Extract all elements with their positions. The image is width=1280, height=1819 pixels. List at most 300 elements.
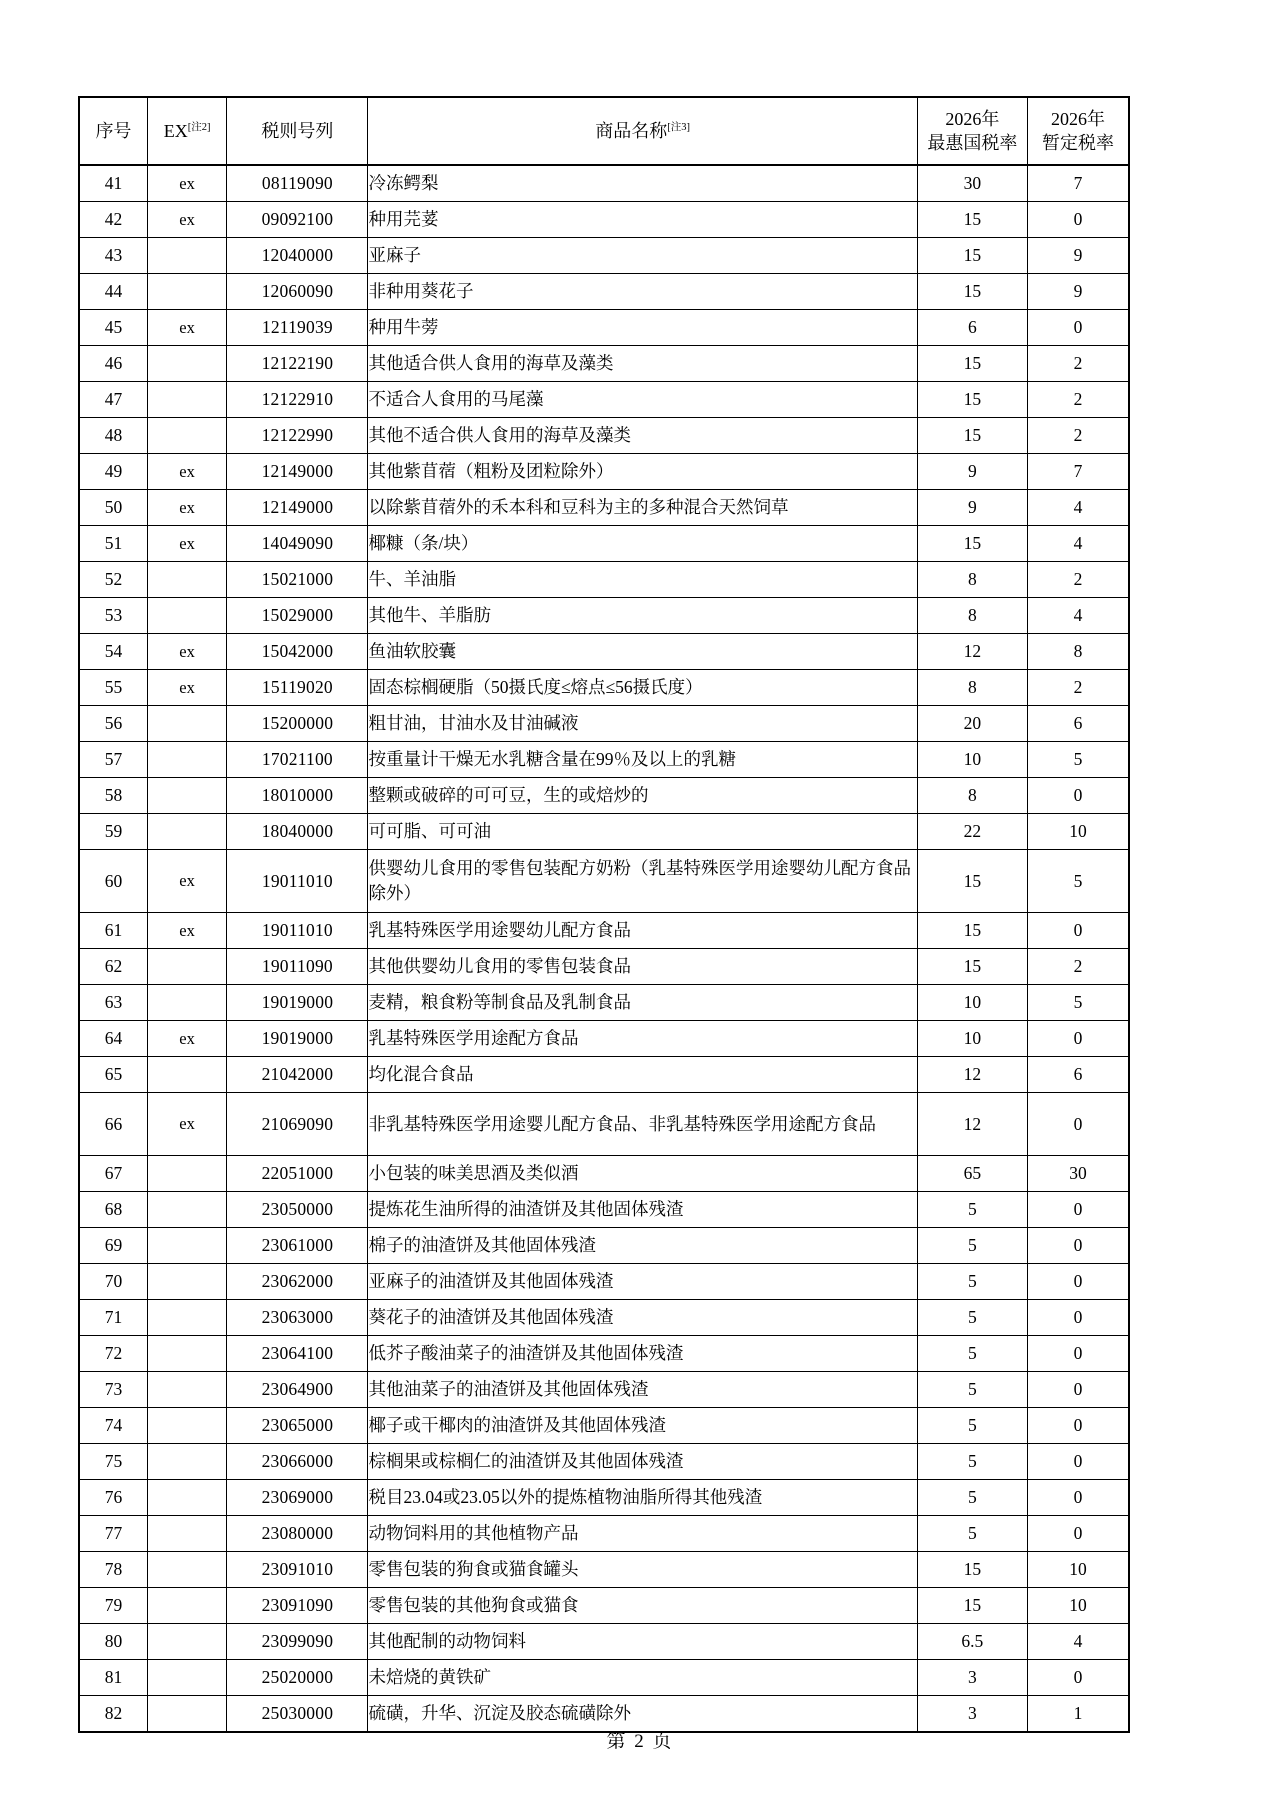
column-header-provisional-rate — [1027, 97, 1129, 165]
table-row — [79, 346, 1129, 382]
cell-seq: 42 — [79, 202, 147, 238]
cell-mfn-rate: 15 — [917, 238, 1027, 274]
cell-mfn-rate: 15 — [917, 1552, 1027, 1588]
column-header-name-note: [注3] — [667, 121, 690, 133]
table-row — [79, 1372, 1129, 1408]
cell-seq: 77 — [79, 1516, 147, 1552]
cell-seq: 60 — [79, 850, 147, 913]
cell-mfn-rate: 15 — [917, 202, 1027, 238]
cell-commodity-name: 其他适合供人食用的海草及藻类 — [368, 346, 917, 382]
cell-tariff-code: 12060090 — [227, 274, 368, 310]
cell-provisional-rate: 5 — [1027, 742, 1129, 778]
cell-mfn-rate: 5 — [917, 1444, 1027, 1480]
cell-ex-marker — [147, 346, 226, 382]
cell-tariff-code: 25020000 — [227, 1660, 368, 1696]
table-body — [79, 165, 1129, 1732]
cell-seq: 72 — [79, 1336, 147, 1372]
cell-commodity-name: 小包装的味美思酒及类似酒 — [368, 1156, 917, 1192]
cell-commodity-name: 其他供婴幼儿食用的零售包装食品 — [368, 949, 917, 985]
table-row — [79, 418, 1129, 454]
cell-provisional-rate: 0 — [1027, 1264, 1129, 1300]
table-header — [79, 97, 1129, 165]
cell-mfn-rate: 20 — [917, 706, 1027, 742]
cell-mfn-rate: 5 — [917, 1336, 1027, 1372]
cell-commodity-name: 未焙烧的黄铁矿 — [368, 1660, 917, 1696]
cell-seq: 70 — [79, 1264, 147, 1300]
cell-commodity-name: 其他紫苜蓿（粗粉及团粒除外） — [368, 454, 917, 490]
cell-seq: 82 — [79, 1696, 147, 1733]
cell-mfn-rate: 5 — [917, 1516, 1027, 1552]
cell-commodity-name: 粗甘油，甘油水及甘油碱液 — [368, 706, 917, 742]
column-header-name-label: 商品名称 — [595, 120, 668, 141]
cell-ex-marker — [147, 1300, 226, 1336]
cell-tariff-code: 18040000 — [227, 814, 368, 850]
cell-mfn-rate: 10 — [917, 742, 1027, 778]
cell-provisional-rate: 4 — [1027, 598, 1129, 634]
cell-mfn-rate: 15 — [917, 418, 1027, 454]
table-row — [79, 1552, 1129, 1588]
cell-mfn-rate: 12 — [917, 634, 1027, 670]
table-row — [79, 165, 1129, 202]
cell-ex-marker — [147, 985, 226, 1021]
cell-ex-marker: ex — [147, 490, 226, 526]
cell-tariff-code: 23064100 — [227, 1336, 368, 1372]
cell-provisional-rate: 0 — [1027, 202, 1129, 238]
table-row — [79, 1264, 1129, 1300]
table-row — [79, 1093, 1129, 1156]
cell-commodity-name: 按重量计干燥无水乳糖含量在99％及以上的乳糖 — [368, 742, 917, 778]
cell-ex-marker: ex — [147, 850, 226, 913]
table-row — [79, 1021, 1129, 1057]
cell-ex-marker — [147, 1228, 226, 1264]
cell-seq: 66 — [79, 1093, 147, 1156]
cell-tariff-code: 21069090 — [227, 1093, 368, 1156]
cell-seq: 41 — [79, 165, 147, 202]
table-row — [79, 814, 1129, 850]
cell-mfn-rate: 15 — [917, 274, 1027, 310]
cell-seq: 55 — [79, 670, 147, 706]
cell-mfn-rate: 5 — [917, 1480, 1027, 1516]
cell-mfn-rate: 9 — [917, 454, 1027, 490]
cell-provisional-rate: 7 — [1027, 454, 1129, 490]
cell-provisional-rate: 5 — [1027, 985, 1129, 1021]
cell-tariff-code: 12149000 — [227, 490, 368, 526]
cell-mfn-rate: 6 — [917, 310, 1027, 346]
column-header-seq: 序号 — [79, 97, 147, 165]
cell-tariff-code: 23091010 — [227, 1552, 368, 1588]
cell-commodity-name: 可可脂、可可油 — [368, 814, 917, 850]
cell-tariff-code: 23066000 — [227, 1444, 368, 1480]
table-row — [79, 1516, 1129, 1552]
cell-seq: 59 — [79, 814, 147, 850]
cell-provisional-rate: 6 — [1027, 1057, 1129, 1093]
cell-tariff-code: 22051000 — [227, 1156, 368, 1192]
cell-commodity-name: 种用牛蒡 — [368, 310, 917, 346]
cell-commodity-name: 动物饲料用的其他植物产品 — [368, 1516, 917, 1552]
cell-provisional-rate: 2 — [1027, 382, 1129, 418]
table-row — [79, 1300, 1129, 1336]
table-row — [79, 202, 1129, 238]
cell-provisional-rate: 7 — [1027, 165, 1129, 202]
cell-seq: 46 — [79, 346, 147, 382]
table-row — [79, 238, 1129, 274]
cell-ex-marker — [147, 706, 226, 742]
cell-tariff-code: 23065000 — [227, 1408, 368, 1444]
cell-provisional-rate: 2 — [1027, 562, 1129, 598]
cell-provisional-rate: 0 — [1027, 1228, 1129, 1264]
cell-provisional-rate: 1 — [1027, 1696, 1129, 1733]
cell-seq: 56 — [79, 706, 147, 742]
cell-provisional-rate: 0 — [1027, 1660, 1129, 1696]
column-header-ex — [147, 97, 226, 165]
table-row — [79, 1408, 1129, 1444]
cell-tariff-code: 15200000 — [227, 706, 368, 742]
cell-commodity-name: 其他不适合供人食用的海草及藻类 — [368, 418, 917, 454]
cell-ex-marker — [147, 1408, 226, 1444]
cell-mfn-rate: 10 — [917, 985, 1027, 1021]
cell-commodity-name: 亚麻子的油渣饼及其他固体残渣 — [368, 1264, 917, 1300]
cell-mfn-rate: 3 — [917, 1660, 1027, 1696]
cell-ex-marker — [147, 1372, 226, 1408]
cell-mfn-rate: 5 — [917, 1264, 1027, 1300]
cell-ex-marker — [147, 778, 226, 814]
cell-mfn-rate: 65 — [917, 1156, 1027, 1192]
cell-tariff-code: 23050000 — [227, 1192, 368, 1228]
cell-seq: 47 — [79, 382, 147, 418]
cell-commodity-name: 棉子的油渣饼及其他固体残渣 — [368, 1228, 917, 1264]
cell-seq: 50 — [79, 490, 147, 526]
cell-ex-marker — [147, 1624, 226, 1660]
cell-ex-marker — [147, 562, 226, 598]
table-row — [79, 1588, 1129, 1624]
cell-mfn-rate: 30 — [917, 165, 1027, 202]
cell-mfn-rate: 10 — [917, 1021, 1027, 1057]
cell-ex-marker: ex — [147, 1021, 226, 1057]
cell-commodity-name: 牛、羊油脂 — [368, 562, 917, 598]
cell-commodity-name: 鱼油软胶囊 — [368, 634, 917, 670]
cell-tariff-code: 23061000 — [227, 1228, 368, 1264]
cell-seq: 64 — [79, 1021, 147, 1057]
table-row — [79, 706, 1129, 742]
cell-tariff-code: 12119039 — [227, 310, 368, 346]
cell-ex-marker — [147, 1660, 226, 1696]
cell-mfn-rate: 15 — [917, 382, 1027, 418]
cell-commodity-name: 固态棕榈硬脂（50摄氏度≤熔点≤56摄氏度） — [368, 670, 917, 706]
table-row — [79, 778, 1129, 814]
cell-tariff-code: 19011010 — [227, 913, 368, 949]
cell-commodity-name: 非乳基特殊医学用途婴儿配方食品、非乳基特殊医学用途配方食品 — [368, 1093, 917, 1156]
cell-provisional-rate: 4 — [1027, 526, 1129, 562]
cell-seq: 79 — [79, 1588, 147, 1624]
cell-ex-marker — [147, 274, 226, 310]
cell-seq: 44 — [79, 274, 147, 310]
cell-ex-marker — [147, 1516, 226, 1552]
cell-ex-marker: ex — [147, 526, 226, 562]
cell-tariff-code: 23063000 — [227, 1300, 368, 1336]
cell-seq: 74 — [79, 1408, 147, 1444]
cell-provisional-rate: 0 — [1027, 1021, 1129, 1057]
table-row — [79, 1192, 1129, 1228]
cell-ex-marker: ex — [147, 913, 226, 949]
cell-seq: 43 — [79, 238, 147, 274]
table-row — [79, 850, 1129, 913]
cell-commodity-name: 以除紫苜蓿外的禾本科和豆科为主的多种混合天然饲草 — [368, 490, 917, 526]
table-row — [79, 310, 1129, 346]
cell-mfn-rate: 3 — [917, 1696, 1027, 1733]
cell-commodity-name: 棕榈果或棕榈仁的油渣饼及其他固体残渣 — [368, 1444, 917, 1480]
cell-provisional-rate: 9 — [1027, 238, 1129, 274]
cell-tariff-code: 23099090 — [227, 1624, 368, 1660]
cell-tariff-code: 09092100 — [227, 202, 368, 238]
cell-provisional-rate: 0 — [1027, 1444, 1129, 1480]
cell-mfn-rate: 9 — [917, 490, 1027, 526]
table-row — [79, 1057, 1129, 1093]
cell-seq: 81 — [79, 1660, 147, 1696]
cell-seq: 65 — [79, 1057, 147, 1093]
cell-ex-marker — [147, 1444, 226, 1480]
cell-provisional-rate: 10 — [1027, 1588, 1129, 1624]
table-row — [79, 562, 1129, 598]
cell-tariff-code: 15021000 — [227, 562, 368, 598]
table-row — [79, 670, 1129, 706]
cell-commodity-name: 整颗或破碎的可可豆，生的或焙炒的 — [368, 778, 917, 814]
table-row — [79, 526, 1129, 562]
cell-seq: 58 — [79, 778, 147, 814]
cell-seq: 67 — [79, 1156, 147, 1192]
cell-ex-marker — [147, 1336, 226, 1372]
cell-provisional-rate: 9 — [1027, 274, 1129, 310]
cell-ex-marker — [147, 1480, 226, 1516]
cell-tariff-code: 23062000 — [227, 1264, 368, 1300]
cell-tariff-code: 19019000 — [227, 985, 368, 1021]
column-header-ex-label: EX — [163, 120, 188, 141]
cell-mfn-rate: 15 — [917, 850, 1027, 913]
cell-seq: 69 — [79, 1228, 147, 1264]
tariff-table — [78, 96, 1130, 1733]
cell-seq: 61 — [79, 913, 147, 949]
cell-tariff-code: 23080000 — [227, 1516, 368, 1552]
header-row — [79, 97, 1129, 165]
cell-tariff-code: 23069000 — [227, 1480, 368, 1516]
cell-seq: 51 — [79, 526, 147, 562]
cell-ex-marker — [147, 1264, 226, 1300]
cell-commodity-name: 均化混合食品 — [368, 1057, 917, 1093]
table-row — [79, 490, 1129, 526]
cell-tariff-code: 15119020 — [227, 670, 368, 706]
cell-ex-marker — [147, 382, 226, 418]
table-row — [79, 949, 1129, 985]
cell-provisional-rate: 0 — [1027, 1372, 1129, 1408]
cell-commodity-name: 非种用葵花子 — [368, 274, 917, 310]
column-header-mfn-line1: 2026年 — [945, 108, 1000, 129]
cell-provisional-rate: 10 — [1027, 1552, 1129, 1588]
column-header-prov-line1: 2026年 — [1050, 108, 1105, 129]
cell-tariff-code: 12040000 — [227, 238, 368, 274]
cell-provisional-rate: 0 — [1027, 1480, 1129, 1516]
table-row — [79, 382, 1129, 418]
cell-commodity-name: 麦精，粮食粉等制食品及乳制食品 — [368, 985, 917, 1021]
table-row — [79, 274, 1129, 310]
cell-mfn-rate: 8 — [917, 562, 1027, 598]
cell-tariff-code: 25030000 — [227, 1696, 368, 1733]
table-row — [79, 985, 1129, 1021]
cell-tariff-code: 18010000 — [227, 778, 368, 814]
column-header-mfn-rate — [917, 97, 1027, 165]
page-footer: 第 2 页 — [606, 1731, 674, 1752]
cell-tariff-code: 14049090 — [227, 526, 368, 562]
cell-provisional-rate: 30 — [1027, 1156, 1129, 1192]
column-header-prov-line2: 暂定税率 — [1041, 133, 1114, 153]
cell-tariff-code: 12122990 — [227, 418, 368, 454]
cell-ex-marker — [147, 1156, 226, 1192]
cell-mfn-rate: 15 — [917, 346, 1027, 382]
cell-ex-marker — [147, 814, 226, 850]
cell-tariff-code: 21042000 — [227, 1057, 368, 1093]
cell-seq: 78 — [79, 1552, 147, 1588]
cell-provisional-rate: 0 — [1027, 778, 1129, 814]
cell-ex-marker — [147, 949, 226, 985]
table-row — [79, 1228, 1129, 1264]
cell-provisional-rate: 0 — [1027, 1408, 1129, 1444]
table-row — [79, 913, 1129, 949]
cell-commodity-name: 零售包装的其他狗食或猫食 — [368, 1588, 917, 1624]
cell-tariff-code: 23091090 — [227, 1588, 368, 1624]
cell-seq: 76 — [79, 1480, 147, 1516]
cell-mfn-rate: 5 — [917, 1228, 1027, 1264]
table-row — [79, 1156, 1129, 1192]
cell-provisional-rate: 6 — [1027, 706, 1129, 742]
cell-tariff-code: 19011090 — [227, 949, 368, 985]
table-row — [79, 1480, 1129, 1516]
cell-ex-marker: ex — [147, 1093, 226, 1156]
cell-mfn-rate: 15 — [917, 526, 1027, 562]
cell-provisional-rate: 0 — [1027, 310, 1129, 346]
cell-tariff-code: 12149000 — [227, 454, 368, 490]
cell-seq: 48 — [79, 418, 147, 454]
cell-commodity-name: 乳基特殊医学用途婴幼儿配方食品 — [368, 913, 917, 949]
cell-ex-marker — [147, 1552, 226, 1588]
cell-provisional-rate: 0 — [1027, 1093, 1129, 1156]
cell-provisional-rate: 2 — [1027, 346, 1129, 382]
column-header-name — [368, 97, 917, 165]
cell-seq: 53 — [79, 598, 147, 634]
cell-commodity-name: 硫磺，升华、沉淀及胶态硫磺除外 — [368, 1696, 917, 1733]
cell-provisional-rate: 10 — [1027, 814, 1129, 850]
column-header-code: 税则号列 — [227, 97, 368, 165]
cell-ex-marker: ex — [147, 202, 226, 238]
cell-ex-marker: ex — [147, 165, 226, 202]
cell-seq: 75 — [79, 1444, 147, 1480]
cell-provisional-rate: 0 — [1027, 1300, 1129, 1336]
table-row — [79, 742, 1129, 778]
cell-tariff-code: 19019000 — [227, 1021, 368, 1057]
cell-seq: 73 — [79, 1372, 147, 1408]
cell-mfn-rate: 5 — [917, 1372, 1027, 1408]
cell-seq: 52 — [79, 562, 147, 598]
cell-provisional-rate: 0 — [1027, 913, 1129, 949]
cell-tariff-code: 15029000 — [227, 598, 368, 634]
cell-commodity-name: 亚麻子 — [368, 238, 917, 274]
cell-seq: 80 — [79, 1624, 147, 1660]
cell-provisional-rate: 2 — [1027, 949, 1129, 985]
cell-tariff-code: 12122910 — [227, 382, 368, 418]
cell-mfn-rate: 8 — [917, 670, 1027, 706]
cell-commodity-name: 椰糠（条/块） — [368, 526, 917, 562]
cell-mfn-rate: 15 — [917, 949, 1027, 985]
cell-provisional-rate: 2 — [1027, 670, 1129, 706]
cell-ex-marker — [147, 742, 226, 778]
cell-tariff-code: 17021100 — [227, 742, 368, 778]
cell-mfn-rate: 5 — [917, 1300, 1027, 1336]
cell-ex-marker: ex — [147, 310, 226, 346]
cell-tariff-code: 08119090 — [227, 165, 368, 202]
cell-ex-marker — [147, 1588, 226, 1624]
cell-commodity-name: 葵花子的油渣饼及其他固体残渣 — [368, 1300, 917, 1336]
cell-commodity-name: 其他油菜子的油渣饼及其他固体残渣 — [368, 1372, 917, 1408]
cell-provisional-rate: 8 — [1027, 634, 1129, 670]
cell-mfn-rate: 8 — [917, 598, 1027, 634]
cell-seq: 63 — [79, 985, 147, 1021]
cell-ex-marker: ex — [147, 634, 226, 670]
cell-seq: 62 — [79, 949, 147, 985]
cell-provisional-rate: 0 — [1027, 1516, 1129, 1552]
cell-seq: 49 — [79, 454, 147, 490]
cell-ex-marker — [147, 418, 226, 454]
cell-mfn-rate: 6.5 — [917, 1624, 1027, 1660]
cell-ex-marker: ex — [147, 454, 226, 490]
cell-mfn-rate: 15 — [917, 913, 1027, 949]
column-header-ex-note: [注2] — [187, 121, 211, 133]
cell-provisional-rate: 4 — [1027, 490, 1129, 526]
column-header-mfn-line2: 最惠国税率 — [927, 133, 1018, 153]
cell-commodity-name: 其他牛、羊脂肪 — [368, 598, 917, 634]
cell-seq: 57 — [79, 742, 147, 778]
cell-mfn-rate: 15 — [917, 1588, 1027, 1624]
cell-commodity-name: 提炼花生油所得的油渣饼及其他固体残渣 — [368, 1192, 917, 1228]
cell-commodity-name: 乳基特殊医学用途配方食品 — [368, 1021, 917, 1057]
cell-mfn-rate: 12 — [917, 1093, 1027, 1156]
cell-ex-marker — [147, 1057, 226, 1093]
cell-commodity-name: 零售包装的狗食或猫食罐头 — [368, 1552, 917, 1588]
cell-tariff-code: 23064900 — [227, 1372, 368, 1408]
cell-commodity-name: 不适合人食用的马尾藻 — [368, 382, 917, 418]
table-row — [79, 454, 1129, 490]
cell-mfn-rate: 12 — [917, 1057, 1027, 1093]
table-row — [79, 1444, 1129, 1480]
cell-seq: 45 — [79, 310, 147, 346]
cell-commodity-name: 其他配制的动物饲料 — [368, 1624, 917, 1660]
cell-mfn-rate: 22 — [917, 814, 1027, 850]
table-row — [79, 1624, 1129, 1660]
cell-mfn-rate: 8 — [917, 778, 1027, 814]
cell-ex-marker — [147, 598, 226, 634]
cell-commodity-name: 税目23.04或23.05以外的提炼植物油脂所得其他残渣 — [368, 1480, 917, 1516]
cell-ex-marker: ex — [147, 670, 226, 706]
cell-mfn-rate: 5 — [917, 1408, 1027, 1444]
cell-commodity-name: 椰子或干椰肉的油渣饼及其他固体残渣 — [368, 1408, 917, 1444]
cell-provisional-rate: 2 — [1027, 418, 1129, 454]
cell-tariff-code: 12122190 — [227, 346, 368, 382]
cell-mfn-rate: 5 — [917, 1192, 1027, 1228]
cell-provisional-rate: 5 — [1027, 850, 1129, 913]
cell-ex-marker — [147, 238, 226, 274]
table-row — [79, 1660, 1129, 1696]
cell-provisional-rate: 0 — [1027, 1192, 1129, 1228]
cell-commodity-name: 供婴幼儿食用的零售包装配方奶粉（乳基特殊医学用途婴幼儿配方食品除外） — [368, 850, 917, 913]
table-row — [79, 598, 1129, 634]
cell-provisional-rate: 4 — [1027, 1624, 1129, 1660]
cell-commodity-name: 冷冻鳄梨 — [368, 165, 917, 202]
